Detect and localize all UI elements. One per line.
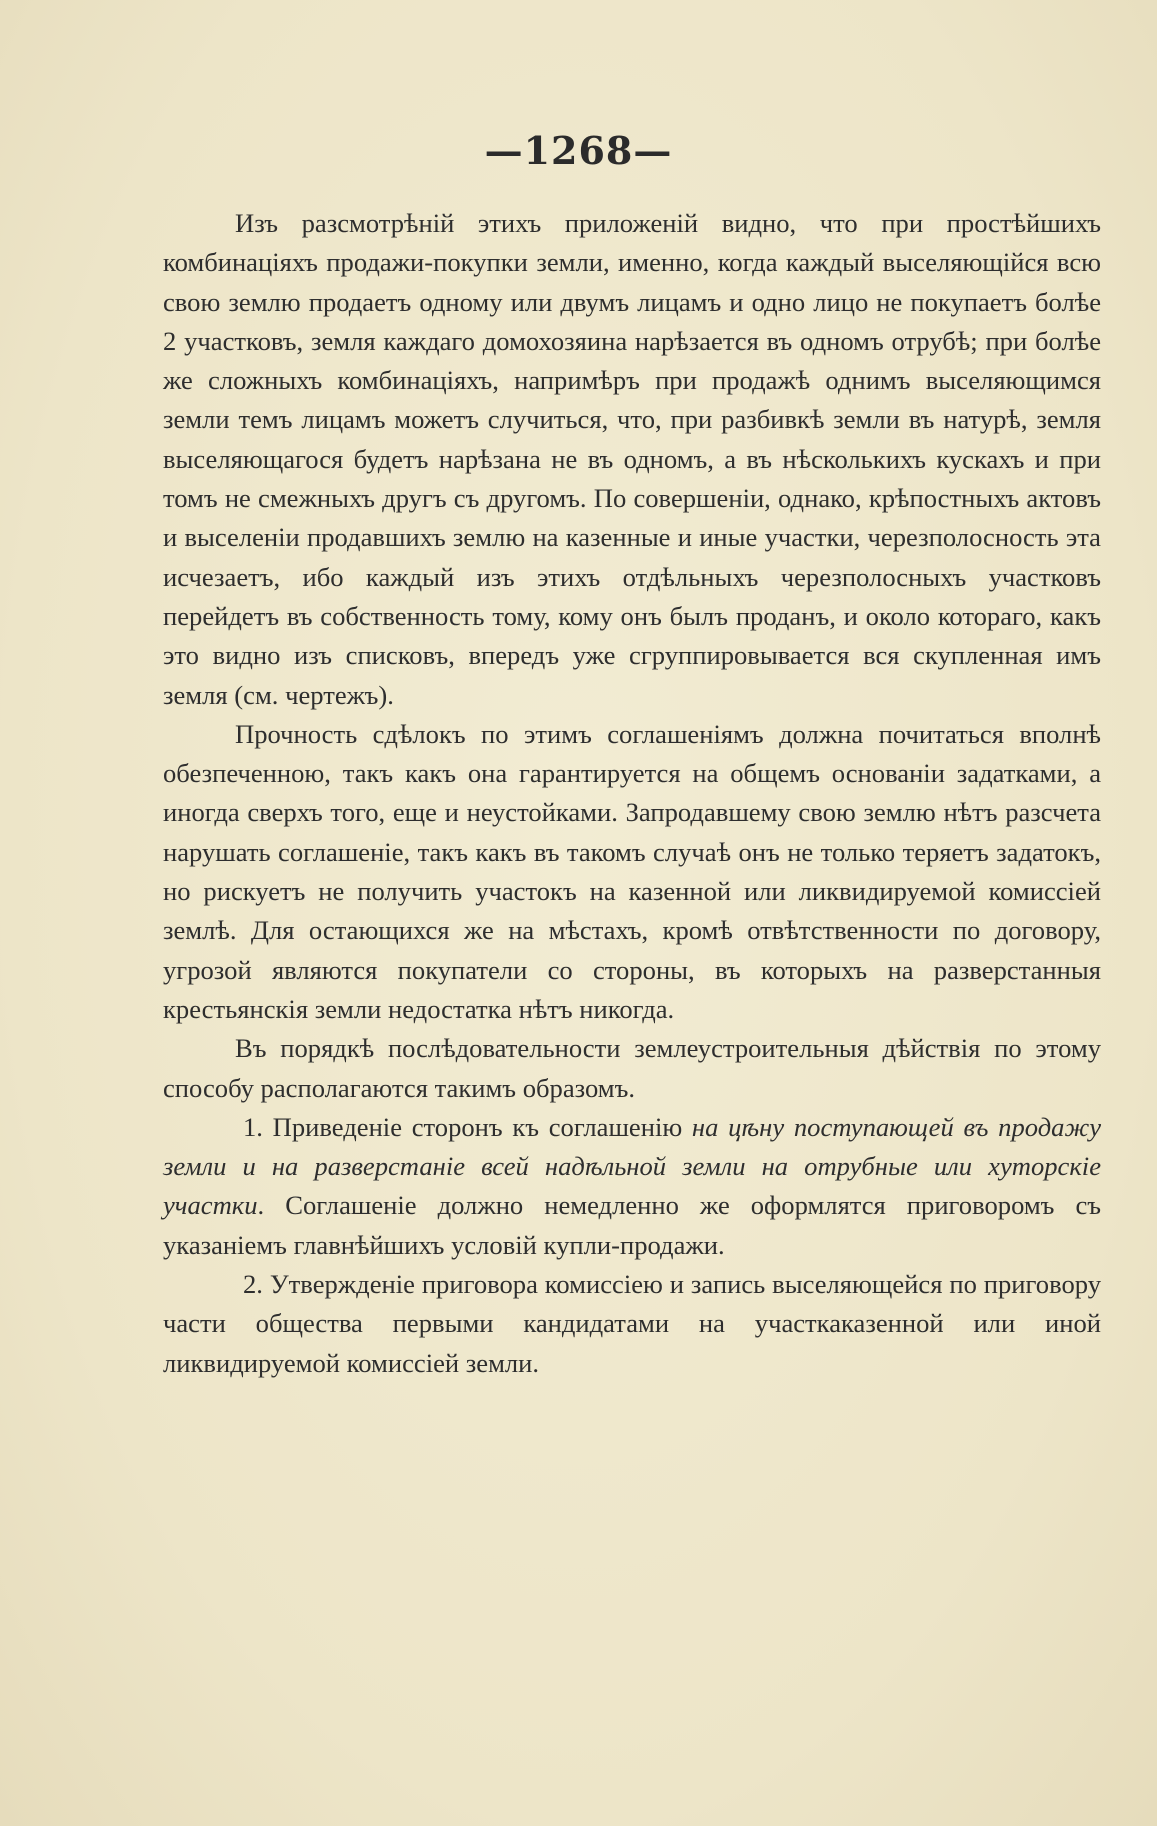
list-item-2: [163, 1265, 1101, 1383]
list-item-1-tail: . Соглашеніе должно немедленно же оформлятся приговоромъ съ указаніемъ главнѣйшихъ условій купли-продажи.: [163, 1190, 1101, 1260]
list-item-2-lead: 2. Утвержденіе приговора комиссіею и запись выселяющейся по приговору части общества первыми кандидатами на участкаказенной или иной ликвидируемой комиссіей земли.: [163, 1269, 1101, 1378]
list-item-1-italic: на цѣну поступающей въ продажу земли и на разверстаніе всей надѣльной земли на отрубные или хуторскіе участки: [163, 1111, 1101, 1221]
body-text: [163, 204, 1101, 1383]
list-item-1: [163, 1108, 1101, 1265]
list-item-1-lead: 1. Приведеніе сторонъ къ соглашенію: [243, 1111, 692, 1142]
page-number: —1268—: [484, 128, 673, 173]
paragraph-3: Въ порядкѣ послѣдовательности землеустроительныя дѣйствія по этому способу располагаются такимъ образомъ.: [163, 1033, 1101, 1103]
paragraph-2: Прочность сдѣлокъ по этимъ соглашеніямъ должна почитаться вполнѣ обезпеченною, такъ какъ она гарантируется на общемъ основаніи задатками, а иногда сверхъ того, еще и неустойками. Запродавшему свою землю нѣтъ разсчета нарушать соглашеніе, такъ какъ въ такомъ случаѣ онъ не только теряетъ задатокъ, но рискуетъ не получить участокъ на казенной или ликвидируемой комиссіей землѣ. Для остающихся же на мѣстахъ, кромѣ отвѣтственности по договору, угрозой являются покупатели со стороны, въ которыхъ на разверстанныя крестьянскія земли недостатка нѣтъ никогда.: [163, 718, 1101, 1024]
paragraph-1: Изъ разсмотрѣній этихъ приложеній видно, что при простѣйшихъ комбинаціяхъ продажи-покупки земли, именно, когда каждый выселяющійся всю свою землю продаетъ одному или двумъ лицамъ и одно лицо не покупаетъ болѣе 2 участковъ, земля каждаго домохозяина нарѣзается въ одномъ отрубѣ; при болѣе же сложныхъ комбинаціяхъ, напримѣръ при продажѣ однимъ выселяющимся земли темъ лицамъ можетъ случиться, что, при разбивкѣ земли въ натурѣ, земля выселяющагося будетъ нарѣзана не въ одномъ, а въ нѣсколькихъ кускахъ и при томъ не смежныхъ другъ съ другомъ. По совершеніи, однако, крѣпостныхъ актовъ и выселеніи продавшихъ землю на казенные и иные участки, черезполосность эта исчезаетъ, ибо каждый изъ этихъ отдѣльныхъ черезполосныхъ участковъ перейдетъ въ собственность тому, кому онъ былъ проданъ, и около котораго, какъ это видно изъ списковъ, впередъ уже сгруппировывается вся скупленная имъ земля (см. чертежъ).: [163, 208, 1101, 710]
